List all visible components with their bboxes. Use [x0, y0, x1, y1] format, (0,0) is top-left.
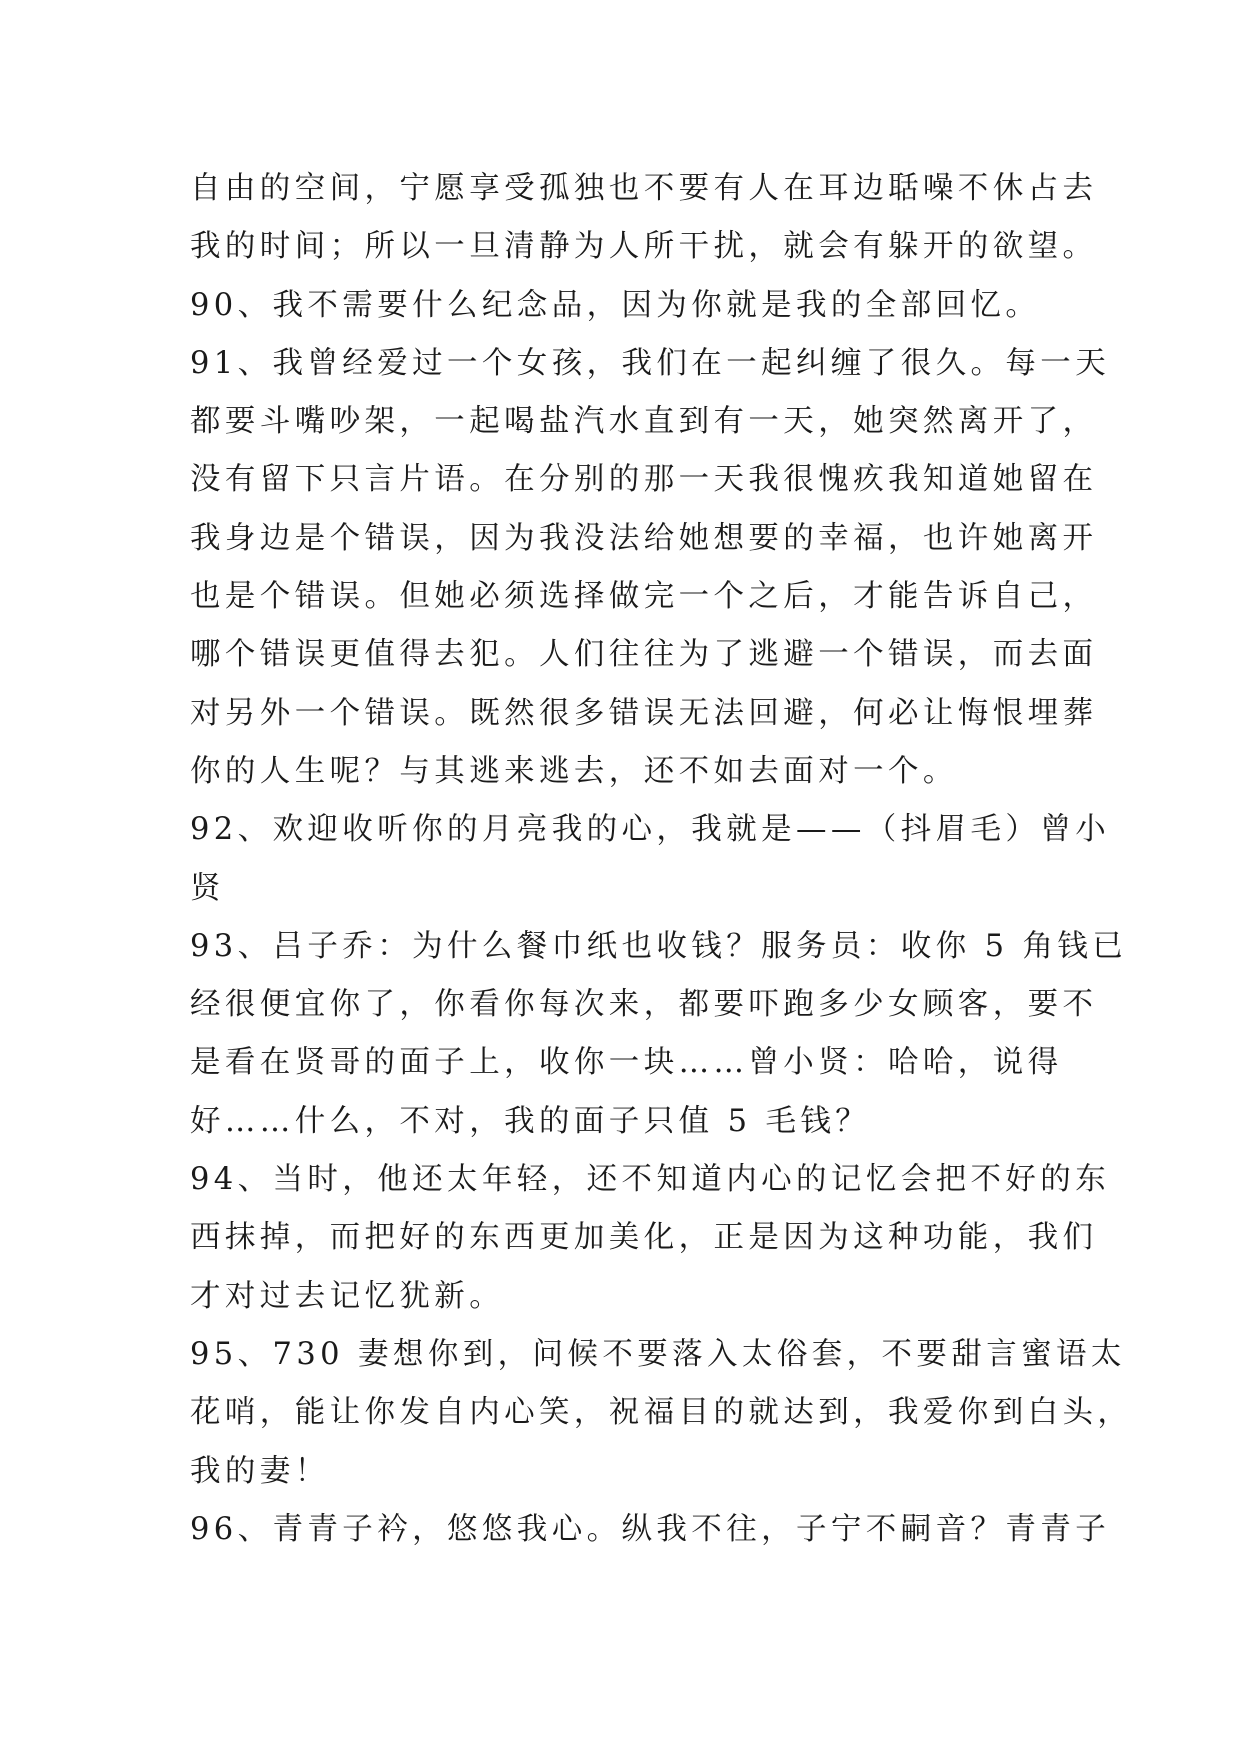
text-line: 93、吕子乔：为什么餐巾纸也收钱？服务员：收你 5 角钱已	[190, 928, 1128, 964]
text-line: 花哨，能让你发自内心笑，祝福目的就达到，我爱你到白头，	[190, 1395, 1133, 1431]
text-line: 才对过去记忆犹新。	[190, 1278, 505, 1314]
text-line: 经很便宜你了，你看你每次来，都要吓跑多少女顾客，要不	[190, 987, 1098, 1023]
text-line: 没有留下只言片语。在分别的那一天我很愧疚我知道她留在	[190, 462, 1098, 498]
text-line: 对另外一个错误。既然很多错误无法回避，何必让悔恨埋葬	[190, 695, 1098, 731]
text-line: 我的时间；所以一旦清静为人所干扰，就会有躲开的欲望。	[190, 229, 1098, 265]
text-line: 94、当时，他还太年轻，还不知道内心的记忆会把不好的东	[190, 1162, 1111, 1198]
text-line: 都要斗嘴吵架，一起喝盐汽水直到有一天，她突然离开了，	[190, 404, 1098, 440]
text-line: 自由的空间，宁愿享受孤独也不要有人在耳边聒噪不休占去	[190, 171, 1098, 206]
text-line: 我的妻！	[190, 1453, 330, 1489]
text-line: 95、730 妻想你到，问候不要落入太俗套，不要甜言蜜语太	[190, 1336, 1126, 1372]
text-line: 好……什么，不对，我的面子只值 5 毛钱？	[190, 1103, 871, 1139]
text-line: 贤	[190, 870, 225, 906]
text-line: 也是个错误。但她必须选择做完一个之后，才能告诉自己，	[190, 579, 1098, 615]
text-line: 是看在贤哥的面子上，收你一块……曾小贤：哈哈，说得	[190, 1045, 1063, 1081]
text-line: 96、青青子衿，悠悠我心。纵我不往，子宁不嗣音？青青子	[190, 1511, 1111, 1547]
text-line: 哪个错误更值得去犯。人们往往为了逃避一个错误，而去面	[190, 637, 1098, 673]
text-line: 你的人生呢？与其逃来逃去，还不如去面对一个。	[190, 753, 958, 789]
text-line: 91、我曾经爱过一个女孩，我们在一起纠缠了很久。每一天	[190, 345, 1111, 381]
document-body	[190, 160, 1133, 1559]
text-line: 90、我不需要什么纪念品，因为你就是我的全部回忆。	[190, 287, 1041, 323]
text-line: 我身边是个错误，因为我没法给她想要的幸福，也许她离开	[190, 520, 1098, 556]
text-line: 西抹掉，而把好的东西更加美化，正是因为这种功能，我们	[190, 1220, 1098, 1256]
text-line: 92、欢迎收听你的月亮我的心，我就是——（抖眉毛）曾小	[190, 812, 1111, 848]
